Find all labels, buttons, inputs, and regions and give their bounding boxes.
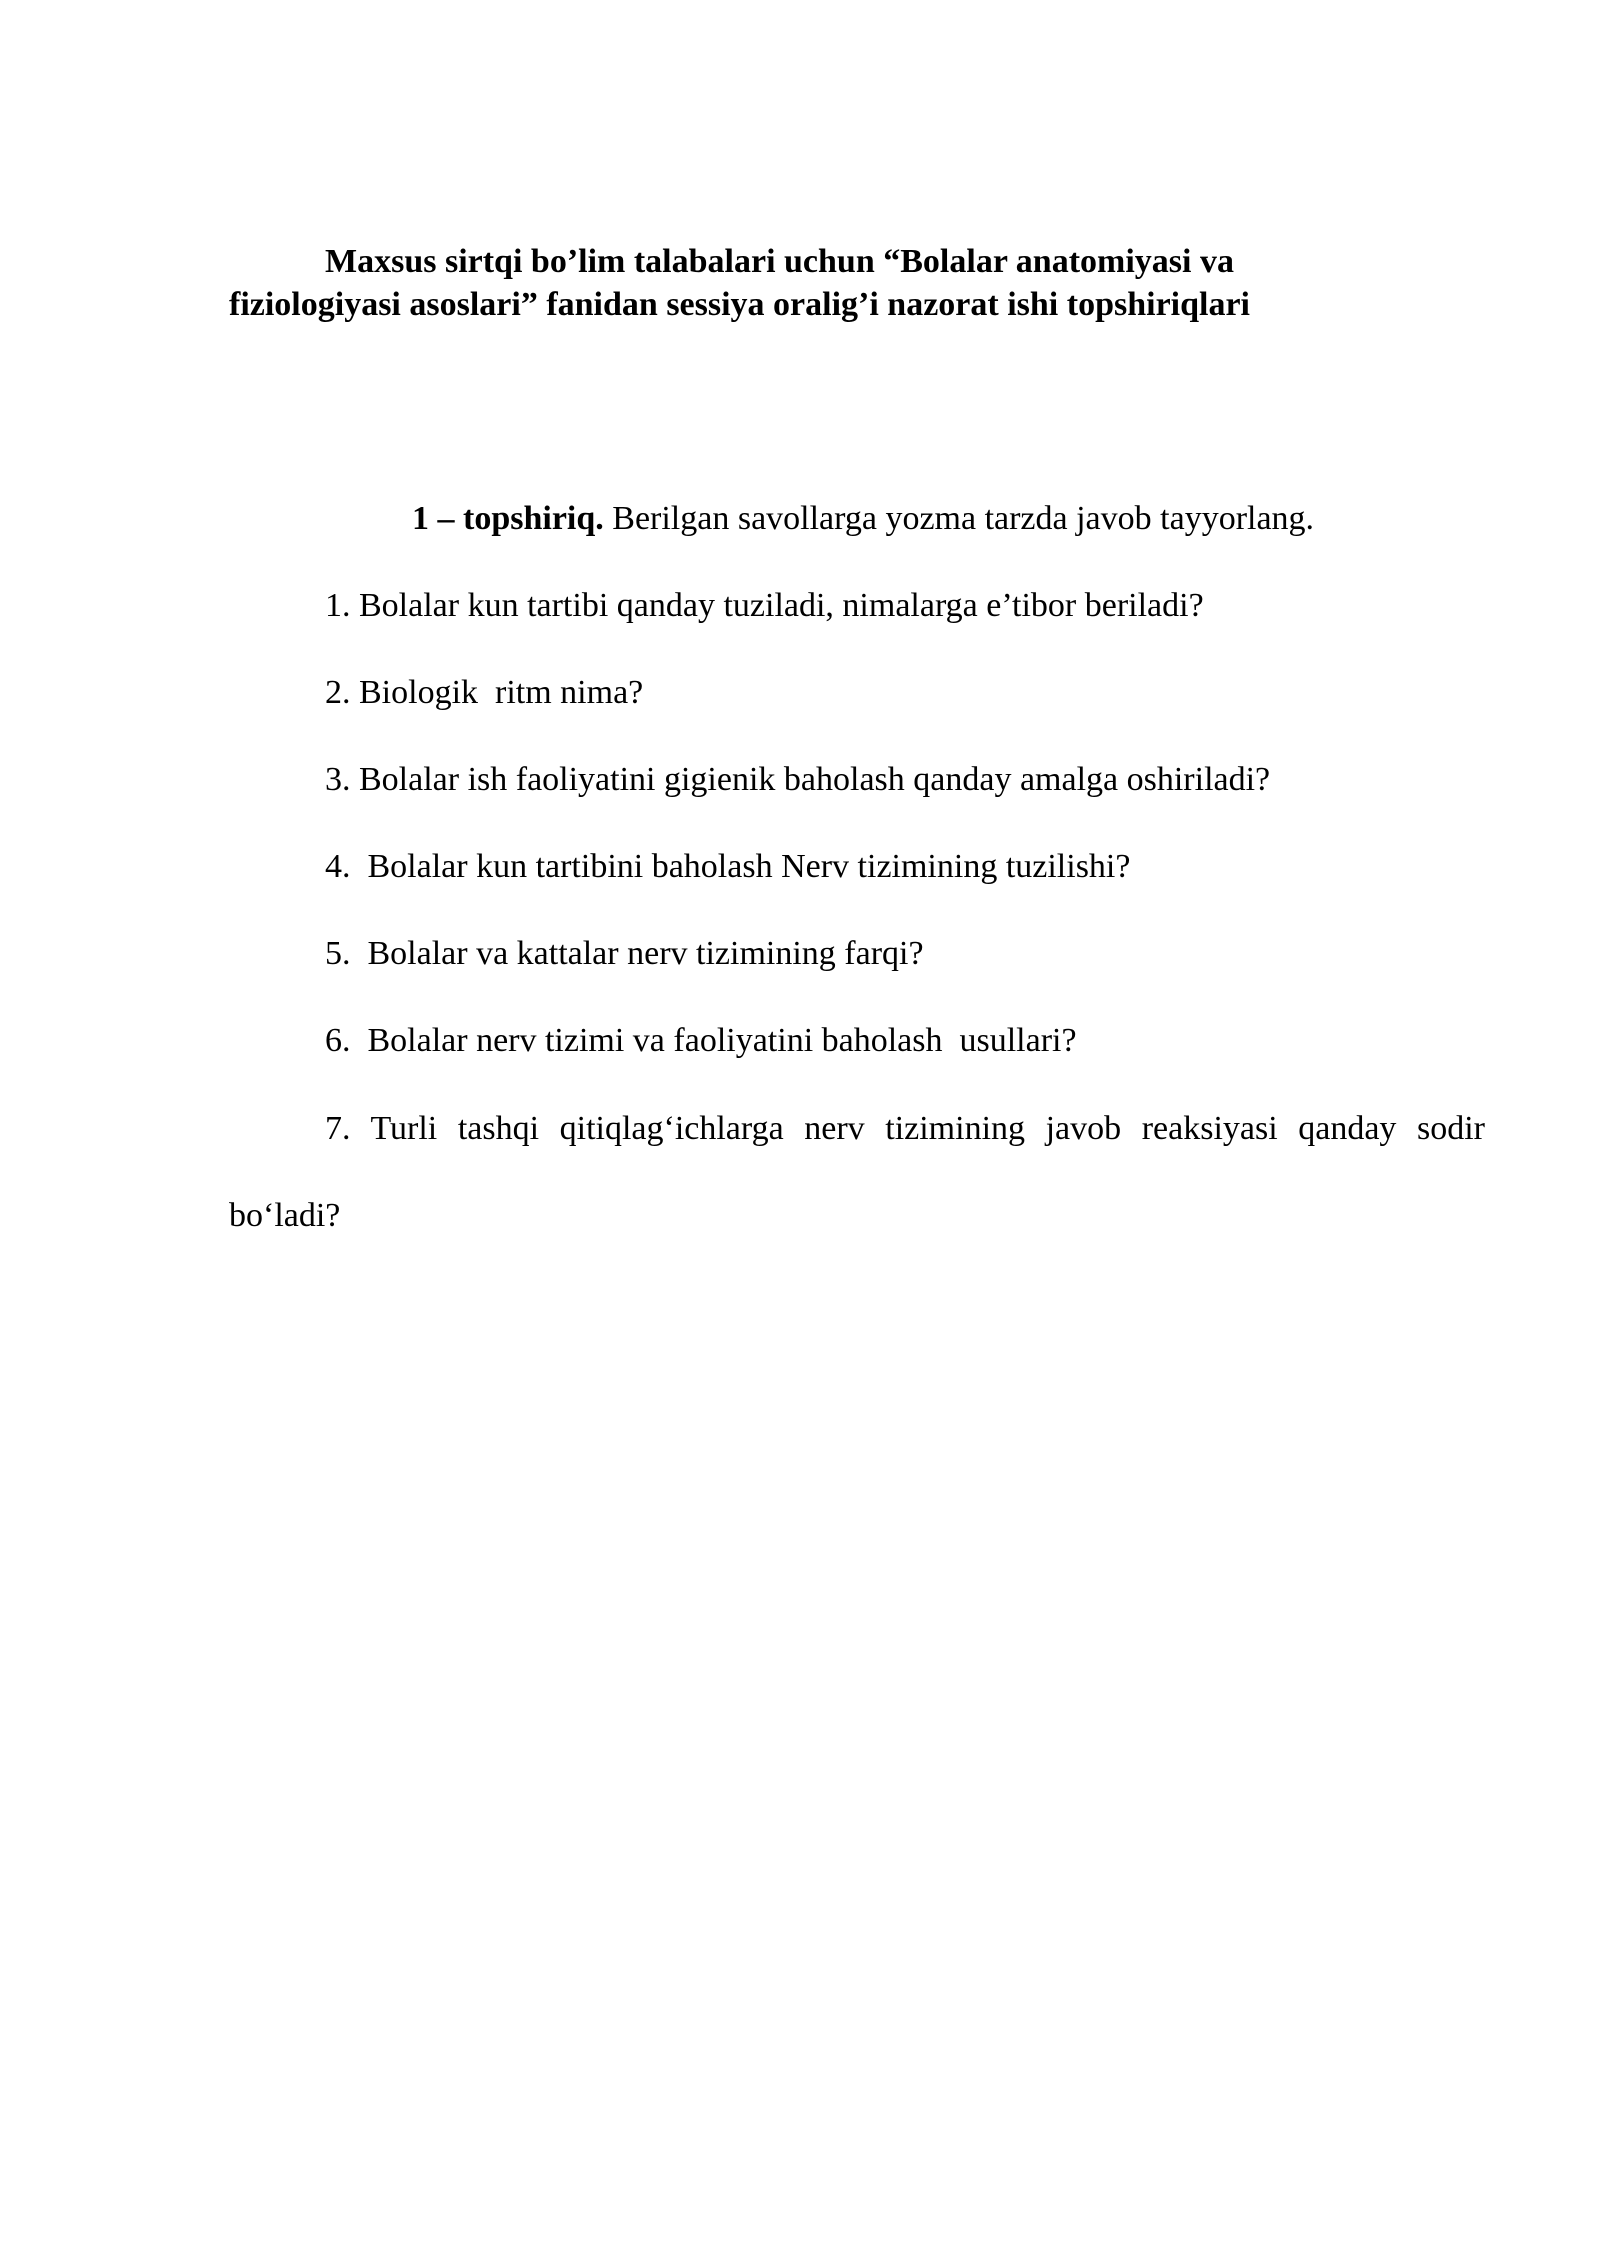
- task-heading: [412, 498, 1314, 540]
- title-line-1: Maxsus sirtqi bo’lim talabalari uchun “Bolalar anatomiyasi va: [325, 243, 1234, 280]
- question-item-2: 2. Biologik ritm nima?: [325, 674, 644, 711]
- question-item-4: 4. Bolalar kun tartibini baholash Nerv tizimining tuzilishi?: [325, 848, 1131, 885]
- document-title: [229, 240, 1469, 326]
- question-item-5: 5. Bolalar va kattalar nerv tizimining farqi?: [325, 935, 924, 972]
- question-item-7: 7. Turli tashqi qitiqlag‘ichlarga nerv tizimining javob reaksiyasi qanday sodir bo‘ladi?: [229, 1110, 1485, 1234]
- question-item-3: 3. Bolalar ish faoliyatini gigienik baholash qanday amalga oshiriladi?: [325, 761, 1271, 798]
- question-item-1: 1. Bolalar kun tartibi qanday tuziladi, nimalarga e’tibor beriladi?: [325, 587, 1204, 624]
- question-item-6: 6. Bolalar nerv tizimi va faoliyatini baholash usullari?: [325, 1022, 1077, 1059]
- title-line-2: fiziologiyasi asoslari” fanidan sessiya oralig’i nazorat ishi topshiriqlari: [229, 286, 1250, 323]
- task-instruction: Berilgan savollarga yozma tarzda javob tayyorlang.: [603, 500, 1315, 537]
- task-label: 1 – topshiriq.: [412, 500, 604, 537]
